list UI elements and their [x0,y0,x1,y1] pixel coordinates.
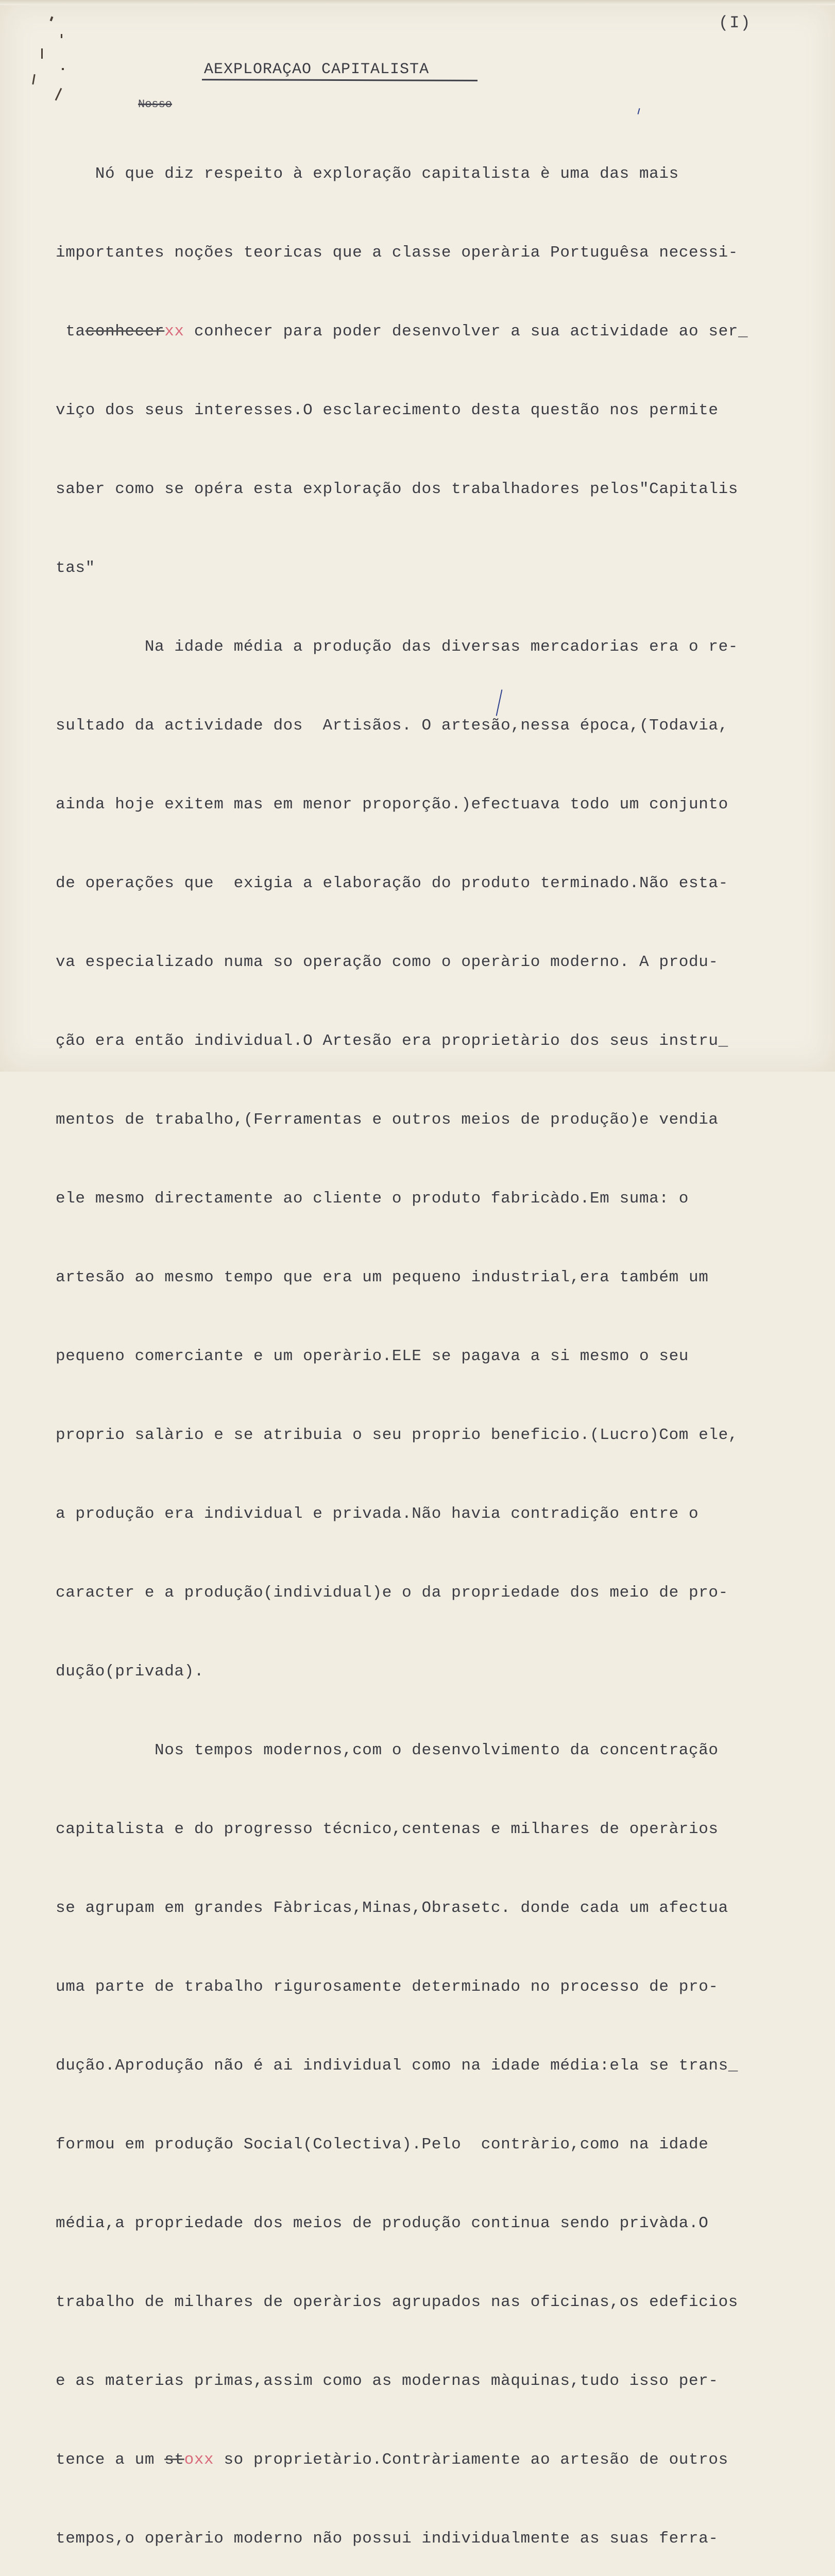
page-number: (I) [719,13,752,32]
text-line: capitalista e do progresso técnico,centenas e milhares de operàrios [56,1820,719,1838]
struck-word: Nosso [138,98,173,111]
margin-mark [41,48,43,59]
margin-mark [62,68,64,70]
red-overtype: xx [164,323,184,341]
text-fragment: tence a um [56,2451,165,2469]
text-line: tas" [56,559,95,577]
text-line: formou em produção Social(Colectiva).Pelo contràrio,como na idade [56,2136,709,2154]
text-fragment: ta [56,323,86,341]
text-line: artesão ao mesmo tempo que era um pequeno industrial,era também um [56,1268,709,1286]
text-fragment: conhecer para poder desenvolver a sua actividade ao ser_ [184,323,748,341]
title-underline [202,79,478,81]
margin-mark [50,16,54,22]
text-line: ção era então individual.O Artesão era proprietàrio dos seus instru_ [56,1032,728,1050]
text-line: mentos de trabalho,(Ferramentas e outros meios de produção)e vendia [56,1111,719,1129]
text-line: de operações que exigia a elaboração do produto terminado.Não esta- [56,874,728,892]
text-line: caracter e a produção(individual)e o da propriedade dos meio de pro- [56,1584,728,1602]
text-line: dução(privada). [56,1663,205,1681]
page-title: AEXPLORAÇAO CAPITALISTA [204,61,430,78]
text-line: se agrupam em grandes Fàbricas,Minas,Obrasetc. donde cada um afectua [56,1899,728,1917]
text-line [56,2447,797,2473]
text-line: importantes noções teoricas que a classe operària Portuguêsa necessi- [56,244,739,262]
text-line: ainda hoje exitem mas em menor proporção.)efectuava todo um conjunto [56,795,728,814]
text-line: uma parte de trabalho rigurosamente determinado no processo de pro- [56,1978,719,1996]
text-line: proprio salàrio e se atribuia o seu proprio beneficio.(Lucro)Com ele, [56,1426,739,1444]
text-line: Nos tempos modernos,com o desenvolvimento da concentração [56,1741,719,1759]
margin-mark [32,74,35,84]
document-body [56,108,797,2576]
text-line: Na idade média a produção das diversas mercadorias era o re- [56,638,739,656]
text-line: viço dos seus interesses.O esclarecimento desta questão nos permite [56,401,719,419]
text-line: trabalho de milhares de operàrios agrupados nas oficinas,os edeficios [56,2293,739,2311]
red-overtype: oxx [184,2451,214,2469]
text-line: va especializado numa so operação como o operàrio moderno. A produ- [56,953,719,971]
text-line: sultado da actividade dos Artisãos. O artesão,nessa época,(Todavia, [56,717,728,735]
text-line [56,318,797,345]
text-line: dução.Aprodução não é ai individual como na idade média:ela se trans_ [56,2057,739,2075]
text-line: a produção era individual e privada.Não havia contradição entre o [56,1505,699,1523]
margin-mark [55,88,62,101]
text-line: Nó que diz respeito à exploração capitalista è uma das mais [56,165,679,183]
text-fragment: so proprietàrio.Contràriamente ao artesão de outros [214,2451,728,2469]
text-line: média,a propriedade dos meios de produção continua sendo privàda.O [56,2214,709,2232]
page-top-edge [0,0,835,5]
text-line: saber como se opéra esta exploração dos trabalhadores pelos"Capitalis [56,480,739,498]
margin-mark [61,34,62,38]
struck-text: st [164,2451,184,2469]
text-line: e as materias primas,assim como as modernas màquinas,tudo isso per- [56,2372,719,2390]
struck-text: conhecer [85,323,165,341]
text-line: ele mesmo directamente ao cliente o produto fabricàdo.Em suma: o [56,1190,689,1208]
text-line: tempos,o operàrio moderno não possui individualmente as suas ferra- [56,2530,719,2548]
text-line: pequeno comerciante e um operàrio.ELE se pagava a si mesmo o seu [56,1347,689,1365]
